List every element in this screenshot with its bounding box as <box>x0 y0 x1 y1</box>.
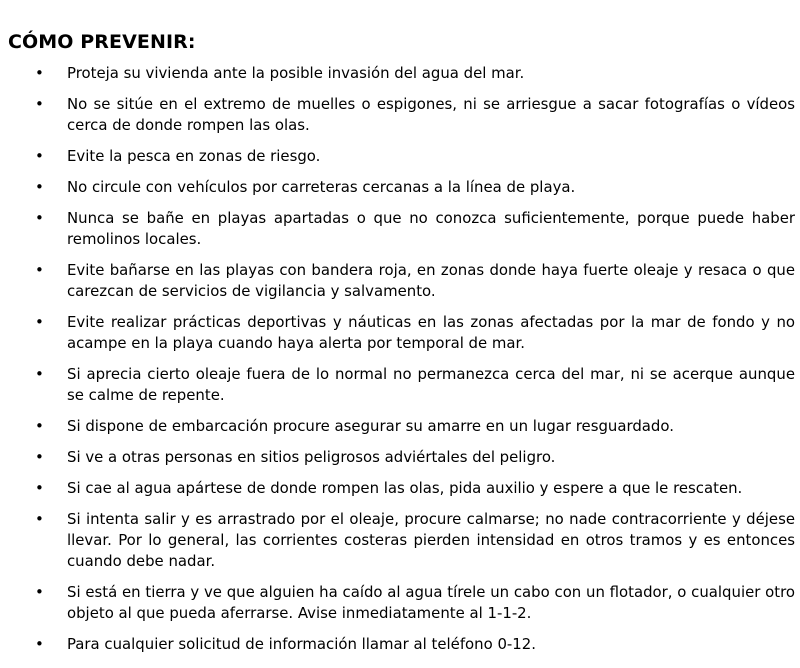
list-item-text: Si intenta salir y es arrastrado por el oleaje, procure calmarse; no nade contracorriente y déjese llevar. Por lo general, las corrientes costeras pierden intensidad en otros tramos y es entonces cuando debe nadar. <box>67 510 795 570</box>
list-item-text: Si dispone de embarcación procure asegurar su amarre en un lugar resguardado. <box>67 417 674 435</box>
list-item-text: Proteja su vivienda ante la posible invasión del agua del mar. <box>67 64 525 82</box>
list-item-text: Si está en tierra y ve que alguien ha caído al agua tírele un cabo con un flotador, o cualquier otro objeto al que pueda aferrarse. Avise inmediatamente al 1-1-2. <box>67 583 795 622</box>
list-item-text: Evite bañarse en las playas con bandera roja, en zonas donde haya fuerte oleaje y resaca o que carezcan de servicios de vigilancia y salvamento. <box>67 261 795 300</box>
bullet-icon: • <box>35 635 44 653</box>
bullet-icon: • <box>35 583 44 601</box>
bullet-icon: • <box>35 209 44 227</box>
bullet-icon: • <box>35 261 44 279</box>
bullet-icon: • <box>35 365 44 383</box>
list-item-text: Evite realizar prácticas deportivas y náuticas en las zonas afectadas por la mar de fondo y no acampe en la playa cuando haya alerta por temporal de mar. <box>67 313 795 352</box>
list-item-text: Si ve a otras personas en sitios peligrosos adviértales del peligro. <box>67 448 556 466</box>
section-heading: CÓMO PREVENIR: <box>8 31 196 53</box>
bullet-icon: • <box>35 313 44 331</box>
list-item-text: No circule con vehículos por carreteras cercanas a la línea de playa. <box>67 178 576 196</box>
bullet-icon: • <box>35 448 44 466</box>
list-item-text: No se sitúe en el extremo de muelles o espigones, ni se arriesgue a sacar fotografías o vídeos cerca de donde rompen las olas. <box>67 95 795 134</box>
list-item-text: Si cae al agua apártese de donde rompen las olas, pida auxilio y espere a que le rescaten. <box>67 479 743 497</box>
bullet-icon: • <box>35 479 44 497</box>
bullet-icon: • <box>35 178 44 196</box>
list-item-text: Si aprecia cierto oleaje fuera de lo normal no permanezca cerca del mar, ni se acerque aunque se calme de repente. <box>67 365 795 404</box>
bullet-icon: • <box>35 417 44 435</box>
bullet-icon: • <box>35 64 44 82</box>
bullet-icon: • <box>35 510 44 528</box>
list-item-text: Para cualquier solicitud de información llamar al teléfono 0-12. <box>67 635 536 653</box>
bullet-icon: • <box>35 95 44 113</box>
list-item-text: Nunca se bañe en playas apartadas o que no conozca suficientemente, porque puede haber remolinos locales. <box>67 209 795 248</box>
list-item-text: Evite la pesca en zonas de riesgo. <box>67 147 321 165</box>
bullet-icon: • <box>35 147 44 165</box>
